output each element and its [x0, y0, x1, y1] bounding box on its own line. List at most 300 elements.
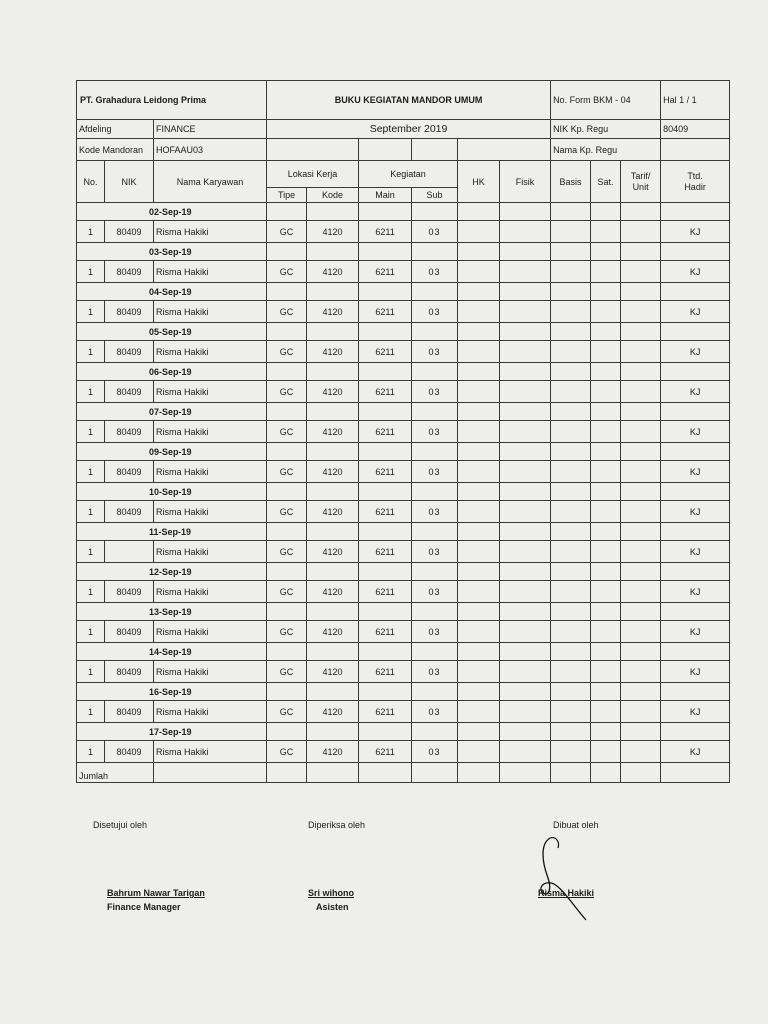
blank-cell — [661, 323, 730, 341]
blank-cell — [661, 643, 730, 661]
col-ttd-label: Ttd. — [687, 170, 703, 181]
blank-cell — [307, 523, 359, 541]
entry-ttd: KJ — [661, 461, 730, 483]
blank-cell — [661, 403, 730, 421]
entry-nama: Risma Hakiki — [154, 421, 267, 443]
entry-fisik — [500, 621, 551, 643]
entry-sat — [591, 501, 621, 523]
entry-ttd: KJ — [661, 701, 730, 723]
entry-date: 14-Sep-19 — [77, 643, 267, 661]
entry-kode: 4120 — [307, 261, 359, 283]
table-row — [77, 501, 730, 523]
entry-kode: 4120 — [307, 541, 359, 563]
blank-cell — [661, 603, 730, 621]
entry-basis — [551, 621, 591, 643]
date-row — [77, 243, 730, 261]
blank-cell — [551, 723, 591, 741]
entry-sub: 03 — [412, 221, 458, 243]
entry-no: 1 — [77, 221, 105, 243]
blank-cell — [359, 763, 412, 783]
blank-cell — [458, 523, 500, 541]
blank-cell — [267, 723, 307, 741]
blank-cell — [359, 603, 412, 621]
blank-cell — [458, 643, 500, 661]
total-label: Jumlah — [77, 763, 154, 783]
entry-no: 1 — [77, 421, 105, 443]
entry-basis — [551, 261, 591, 283]
entry-no: 1 — [77, 581, 105, 603]
entry-no: 1 — [77, 661, 105, 683]
entry-tipe: GC — [267, 421, 307, 443]
blank-cell — [307, 363, 359, 381]
handwritten-signature — [528, 832, 588, 922]
blank-cell — [458, 203, 500, 221]
blank-cell — [412, 363, 458, 381]
blank-cell — [500, 643, 551, 661]
table-row — [77, 661, 730, 683]
entry-date: 04-Sep-19 — [77, 283, 267, 301]
entry-date: 13-Sep-19 — [77, 603, 267, 621]
blank-cell — [500, 683, 551, 701]
blank-cell — [412, 403, 458, 421]
blank-cell — [621, 683, 661, 701]
blank-cell — [500, 443, 551, 461]
checked-by-title: Asisten — [316, 902, 349, 912]
blank-cell — [621, 523, 661, 541]
entry-hk — [458, 741, 500, 763]
entry-kode: 4120 — [307, 461, 359, 483]
form-number: No. Form BKM - 04 — [551, 81, 661, 120]
col-nik: NIK — [105, 161, 154, 203]
entry-date: 12-Sep-19 — [77, 563, 267, 581]
col-kode: Kode — [307, 188, 359, 203]
blank-cell — [267, 283, 307, 301]
blank-cell — [551, 603, 591, 621]
blank-cell — [591, 643, 621, 661]
entry-main: 6211 — [359, 261, 412, 283]
entry-main: 6211 — [359, 621, 412, 643]
entry-fisik — [500, 301, 551, 323]
blank-cell — [591, 563, 621, 581]
entry-main: 6211 — [359, 341, 412, 363]
entry-hk — [458, 221, 500, 243]
table-row — [77, 461, 730, 483]
blank-cell — [267, 443, 307, 461]
blank-cell — [661, 443, 730, 461]
entry-no: 1 — [77, 381, 105, 403]
date-row — [77, 323, 730, 341]
approved-by-name: Bahrum Nawar Tarigan — [107, 888, 205, 898]
blank-cell — [551, 643, 591, 661]
blank-cell — [458, 139, 551, 161]
entry-tipe: GC — [267, 221, 307, 243]
entry-date: 07-Sep-19 — [77, 403, 267, 421]
blank-cell — [359, 683, 412, 701]
entry-ttd: KJ — [661, 501, 730, 523]
col-nama: Nama Karyawan — [154, 161, 267, 203]
blank-cell — [661, 763, 730, 783]
entry-main: 6211 — [359, 421, 412, 443]
blank-cell — [500, 203, 551, 221]
blank-cell — [591, 483, 621, 501]
blank-cell — [661, 683, 730, 701]
entry-fisik — [500, 421, 551, 443]
blank-cell — [591, 283, 621, 301]
blank-cell — [412, 139, 458, 161]
date-row — [77, 283, 730, 301]
entry-tarif — [621, 661, 661, 683]
entry-ttd: KJ — [661, 421, 730, 443]
entry-basis — [551, 301, 591, 323]
entry-nik: 80409 — [105, 501, 154, 523]
entry-date: 16-Sep-19 — [77, 683, 267, 701]
entry-tipe: GC — [267, 661, 307, 683]
blank-cell — [500, 723, 551, 741]
blank-cell — [591, 443, 621, 461]
col-no: No. — [77, 161, 105, 203]
entry-hk — [458, 341, 500, 363]
blank-cell — [551, 243, 591, 261]
blank-cell — [591, 403, 621, 421]
entry-tarif — [621, 461, 661, 483]
blank-cell — [661, 363, 730, 381]
date-row — [77, 483, 730, 501]
entry-ttd: KJ — [661, 261, 730, 283]
entry-ttd: KJ — [661, 581, 730, 603]
entry-date: 05-Sep-19 — [77, 323, 267, 341]
entry-fisik — [500, 741, 551, 763]
entry-kode: 4120 — [307, 341, 359, 363]
blank-cell — [621, 483, 661, 501]
col-unit-label: Unit — [632, 181, 649, 192]
blank-cell — [412, 523, 458, 541]
entry-sub: 03 — [412, 301, 458, 323]
entry-sat — [591, 661, 621, 683]
blank-cell — [458, 243, 500, 261]
blank-cell — [307, 683, 359, 701]
table-row — [77, 581, 730, 603]
col-sat: Sat. — [591, 161, 621, 203]
entry-nik: 80409 — [105, 301, 154, 323]
entry-date: 02-Sep-19 — [77, 203, 267, 221]
entry-tipe: GC — [267, 261, 307, 283]
blank-cell — [621, 603, 661, 621]
checked-by-label: Diperiksa oleh — [308, 820, 366, 830]
entry-tipe: GC — [267, 621, 307, 643]
blank-cell — [500, 243, 551, 261]
entry-fisik — [500, 261, 551, 283]
blank-cell — [412, 283, 458, 301]
entry-no: 1 — [77, 701, 105, 723]
table-row — [77, 701, 730, 723]
entry-hk — [458, 501, 500, 523]
blank-cell — [267, 643, 307, 661]
blank-cell — [267, 243, 307, 261]
blank-cell — [591, 323, 621, 341]
blank-cell — [551, 363, 591, 381]
blank-cell — [591, 683, 621, 701]
entry-nama: Risma Hakiki — [154, 381, 267, 403]
col-tipe: Tipe — [267, 188, 307, 203]
blank-cell — [458, 443, 500, 461]
entry-tarif — [621, 581, 661, 603]
blank-cell — [267, 763, 307, 783]
entry-sat — [591, 381, 621, 403]
blank-cell — [621, 243, 661, 261]
entry-tarif — [621, 381, 661, 403]
date-row — [77, 403, 730, 421]
entry-basis — [551, 741, 591, 763]
blank-cell — [359, 243, 412, 261]
blank-cell — [661, 283, 730, 301]
entry-ttd: KJ — [661, 221, 730, 243]
entry-ttd: KJ — [661, 341, 730, 363]
entry-kode: 4120 — [307, 621, 359, 643]
entry-kode: 4120 — [307, 381, 359, 403]
entry-basis — [551, 341, 591, 363]
blank-cell — [307, 203, 359, 221]
entry-main: 6211 — [359, 501, 412, 523]
entry-tarif — [621, 621, 661, 643]
blank-cell — [307, 643, 359, 661]
entry-hk — [458, 661, 500, 683]
entry-fisik — [500, 701, 551, 723]
entry-kode: 4120 — [307, 421, 359, 443]
entry-kode: 4120 — [307, 581, 359, 603]
entry-tipe: GC — [267, 301, 307, 323]
entry-kode: 4120 — [307, 221, 359, 243]
blank-cell — [412, 243, 458, 261]
entry-date: 03-Sep-19 — [77, 243, 267, 261]
entry-nik: 80409 — [105, 421, 154, 443]
blank-cell — [359, 139, 412, 161]
entry-basis — [551, 381, 591, 403]
entry-nama: Risma Hakiki — [154, 621, 267, 643]
blank-cell — [458, 403, 500, 421]
entry-main: 6211 — [359, 381, 412, 403]
entry-kode: 4120 — [307, 661, 359, 683]
entry-ttd: KJ — [661, 301, 730, 323]
checked-by-name: Sri wihono — [308, 888, 354, 898]
entry-nama: Risma Hakiki — [154, 661, 267, 683]
blank-cell — [359, 443, 412, 461]
entry-fisik — [500, 501, 551, 523]
blank-cell — [307, 403, 359, 421]
col-fisik: Fisik — [500, 161, 551, 203]
entry-kode: 4120 — [307, 301, 359, 323]
date-row — [77, 603, 730, 621]
entry-main: 6211 — [359, 581, 412, 603]
entry-nama: Risma Hakiki — [154, 341, 267, 363]
entry-sub: 03 — [412, 581, 458, 603]
blank-cell — [412, 603, 458, 621]
blank-cell — [551, 763, 591, 783]
blank-cell — [412, 683, 458, 701]
approved-by-title: Finance Manager — [107, 902, 181, 912]
entry-sat — [591, 341, 621, 363]
entry-date: 17-Sep-19 — [77, 723, 267, 741]
blank-cell — [267, 563, 307, 581]
blank-cell — [500, 523, 551, 541]
blank-cell — [621, 563, 661, 581]
entry-tipe: GC — [267, 461, 307, 483]
blank-cell — [621, 763, 661, 783]
blank-cell — [307, 483, 359, 501]
blank-cell — [307, 323, 359, 341]
blank-cell — [551, 523, 591, 541]
entry-hk — [458, 621, 500, 643]
table-row — [77, 541, 730, 563]
entry-nama: Risma Hakiki — [154, 501, 267, 523]
entry-tarif — [621, 501, 661, 523]
form-title: BUKU KEGIATAN MANDOR UMUM — [267, 81, 551, 120]
entry-no: 1 — [77, 301, 105, 323]
entry-tarif — [621, 301, 661, 323]
blank-cell — [412, 443, 458, 461]
entry-date: 10-Sep-19 — [77, 483, 267, 501]
nama-regu-label: Nama Kp. Regu — [551, 139, 661, 161]
blank-cell — [458, 483, 500, 501]
entry-fisik — [500, 541, 551, 563]
entry-sat — [591, 261, 621, 283]
blank-cell — [621, 443, 661, 461]
entry-sub: 03 — [412, 421, 458, 443]
entry-nama: Risma Hakiki — [154, 261, 267, 283]
entry-sat — [591, 621, 621, 643]
blank-cell — [500, 403, 551, 421]
entry-tarif — [621, 261, 661, 283]
made-by-name: Risma Hakiki — [538, 888, 595, 898]
entry-nik — [105, 541, 154, 563]
entry-nama: Risma Hakiki — [154, 461, 267, 483]
period: September 2019 — [267, 120, 551, 139]
entry-no: 1 — [77, 741, 105, 763]
blank-cell — [458, 563, 500, 581]
date-row — [77, 683, 730, 701]
entry-tipe: GC — [267, 381, 307, 403]
blank-cell — [500, 563, 551, 581]
entry-tarif — [621, 221, 661, 243]
entry-fisik — [500, 581, 551, 603]
entry-hk — [458, 461, 500, 483]
blank-cell — [661, 723, 730, 741]
blank-cell — [551, 443, 591, 461]
date-row — [77, 563, 730, 581]
blank-cell — [412, 763, 458, 783]
entry-basis — [551, 581, 591, 603]
entry-tarif — [621, 341, 661, 363]
entry-nik: 80409 — [105, 341, 154, 363]
date-row — [77, 643, 730, 661]
table-row — [77, 261, 730, 283]
entry-no: 1 — [77, 461, 105, 483]
bkm-table — [76, 80, 730, 783]
entry-date: 06-Sep-19 — [77, 363, 267, 381]
blank-cell — [267, 683, 307, 701]
entry-nik: 80409 — [105, 621, 154, 643]
entry-main: 6211 — [359, 661, 412, 683]
blank-cell — [307, 603, 359, 621]
entry-no: 1 — [77, 341, 105, 363]
entry-ttd: KJ — [661, 381, 730, 403]
entry-sub: 03 — [412, 461, 458, 483]
entry-hk — [458, 301, 500, 323]
entry-nama: Risma Hakiki — [154, 701, 267, 723]
entry-sat — [591, 461, 621, 483]
table-row — [77, 301, 730, 323]
blank-cell — [412, 723, 458, 741]
entry-nik: 80409 — [105, 221, 154, 243]
blank-cell — [458, 683, 500, 701]
entry-no: 1 — [77, 261, 105, 283]
blank-cell — [412, 483, 458, 501]
entry-main: 6211 — [359, 461, 412, 483]
blank-cell — [412, 323, 458, 341]
date-row — [77, 443, 730, 461]
blank-cell — [307, 283, 359, 301]
blank-cell — [458, 763, 500, 783]
blank-cell — [307, 443, 359, 461]
entry-date: 11-Sep-19 — [77, 523, 267, 541]
entry-kode: 4120 — [307, 701, 359, 723]
entry-tipe: GC — [267, 741, 307, 763]
blank-cell — [591, 763, 621, 783]
entry-tipe: GC — [267, 581, 307, 603]
entry-tipe: GC — [267, 541, 307, 563]
entry-tipe: GC — [267, 341, 307, 363]
entry-nama: Risma Hakiki — [154, 741, 267, 763]
blank-cell — [458, 323, 500, 341]
blank-cell — [458, 283, 500, 301]
entry-fisik — [500, 661, 551, 683]
approved-by-label: Disetujui oleh — [93, 820, 148, 830]
blank-cell — [621, 283, 661, 301]
blank-cell — [551, 203, 591, 221]
blank-cell — [359, 283, 412, 301]
blank-cell — [621, 363, 661, 381]
entry-sat — [591, 701, 621, 723]
entry-sat — [591, 541, 621, 563]
blank-cell — [154, 763, 267, 783]
entry-hk — [458, 701, 500, 723]
made-by-label: Dibuat oleh — [553, 820, 599, 830]
blank-cell — [359, 403, 412, 421]
entry-nik: 80409 — [105, 741, 154, 763]
entry-nik: 80409 — [105, 261, 154, 283]
blank-cell — [267, 139, 359, 161]
entry-ttd: KJ — [661, 741, 730, 763]
entry-sub: 03 — [412, 661, 458, 683]
blank-cell — [591, 203, 621, 221]
entry-hk — [458, 421, 500, 443]
entry-ttd: KJ — [661, 661, 730, 683]
blank-cell — [267, 483, 307, 501]
blank-cell — [267, 603, 307, 621]
blank-cell — [661, 483, 730, 501]
entry-tipe: GC — [267, 501, 307, 523]
blank-cell — [661, 523, 730, 541]
entry-nama: Risma Hakiki — [154, 581, 267, 603]
blank-cell — [551, 323, 591, 341]
blank-cell — [307, 763, 359, 783]
blank-cell — [500, 283, 551, 301]
blank-cell — [267, 523, 307, 541]
entry-hk — [458, 381, 500, 403]
blank-cell — [551, 483, 591, 501]
entry-sat — [591, 581, 621, 603]
entry-kode: 4120 — [307, 501, 359, 523]
entry-nama: Risma Hakiki — [154, 541, 267, 563]
